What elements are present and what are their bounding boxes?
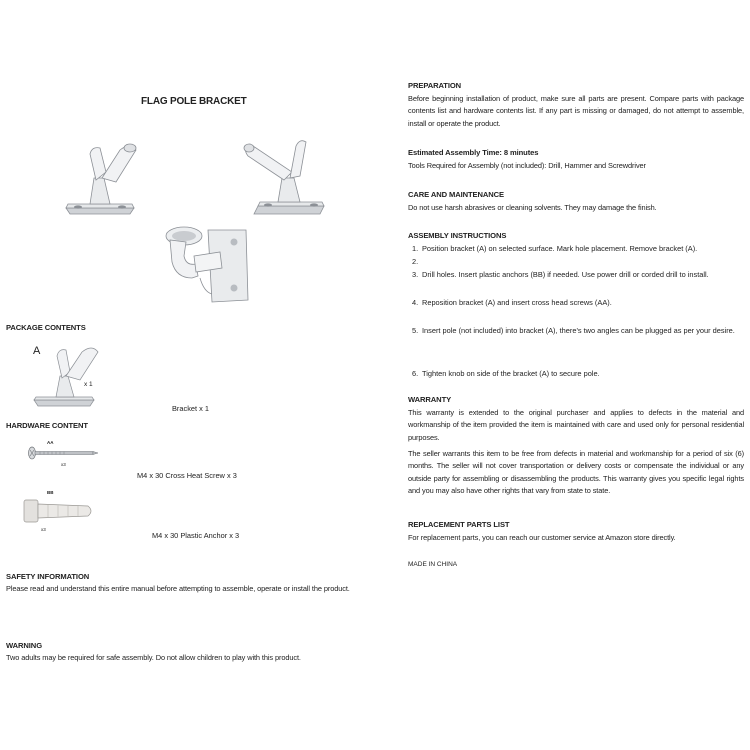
anchor-bottom-mark: x3 <box>41 527 46 532</box>
assembly-step <box>408 368 744 380</box>
safety-text: Please read and understand this entire manual before attempting to assemble, operate or install the product. <box>6 584 350 593</box>
assembly-step <box>408 297 744 309</box>
warning-heading: WARNING <box>6 641 43 650</box>
bracket-image-left <box>60 138 140 218</box>
warranty-heading: WARRANTY <box>408 395 452 404</box>
step-text: Tighten knob on side of the bracket (A) to secure pole. <box>422 369 600 378</box>
step-number: 5. <box>412 326 419 335</box>
step-text <box>422 256 744 268</box>
bracket-image-center <box>162 222 252 306</box>
bracket-item-label: Bracket x 1 <box>172 404 209 413</box>
assembly-step <box>408 325 744 337</box>
step-number: 4. <box>412 298 419 307</box>
step-number: 6. <box>412 369 419 378</box>
anchor-label: M4 x 30 Plastic Anchor x 3 <box>152 531 240 540</box>
estimated-time-heading: Estimated Assembly Time: 8 minutes <box>408 148 539 157</box>
warranty-text-2: The seller warrants this item to be free from defects in material and workmanship for a period of six (6) months. The seller will not cover transportation or delivery costs or compensate the individual or any outside party for assembling or disassembling the products. This warranty gives you specific legal rights and you may also have other rights that vary from state to state. <box>408 449 744 496</box>
document-title: FLAG POLE BRACKET <box>141 96 247 107</box>
package-bracket-image <box>30 342 106 410</box>
part-letter: A <box>33 345 41 357</box>
assembly-step <box>408 256 744 268</box>
made-in-label: MADE IN CHINA <box>408 561 458 568</box>
assembly-step <box>408 269 744 281</box>
hardware-content-heading: HARDWARE CONTENT <box>6 421 88 430</box>
replacement-text: For replacement parts, you can reach our customer service at Amazon store directly. <box>408 533 676 542</box>
safety-heading: SAFETY INFORMATION <box>6 572 90 581</box>
step-text: Drill holes. Insert plastic anchors (BB) if needed. Use power drill or corded drill to install. <box>422 270 709 279</box>
step-number: 1. <box>412 244 419 253</box>
bracket-image-right <box>240 136 330 218</box>
package-qty-mark: x 1 <box>84 381 93 388</box>
assembly-heading: ASSEMBLY INSTRUCTIONS <box>408 231 507 240</box>
step-number: 2. <box>412 257 419 266</box>
warning-text: Two adults may be required for safe assembly. Do not allow children to play with this product. <box>6 653 301 662</box>
screw-bottom-mark: x3 <box>61 462 66 467</box>
step-text: Insert pole (not included) into bracket (A), there's two angles can be plugged as per your desire. <box>422 326 735 335</box>
plastic-anchor-image <box>22 498 96 524</box>
preparation-text: Before beginning installation of product, make sure all parts are present. Compare parts with package contents list and hardware contents list. If any part is missing or damaged, do not attempt to assemble, install or operate the product. <box>408 94 744 128</box>
step-text: Reposition bracket (A) and insert cross head screws (AA). <box>422 298 612 307</box>
tools-required-text: Tools Required for Assembly (not included): Drill, Hammer and Screwdriver <box>408 161 646 170</box>
care-heading: CARE AND MAINTENANCE <box>408 190 505 199</box>
step-number: 3. <box>412 270 419 279</box>
step-text: Position bracket (A) on selected surface. Mark hole placement. Remove bracket (A). <box>422 244 698 253</box>
package-contents-heading: PACKAGE CONTENTS <box>6 323 86 332</box>
preparation-heading: PREPARATION <box>408 81 462 90</box>
screw-label: M4 x 30 Cross Heat Screw x 3 <box>137 471 237 480</box>
left-column <box>0 0 372 750</box>
screw-top-mark: AA <box>47 440 54 445</box>
screw-image <box>26 446 100 460</box>
right-column <box>400 0 745 750</box>
warranty-text-1: This warranty is extended to the original purchaser and applies to defects in the material and workmanship of the item provided the item is maintained with care and used only for personal residential purposes. <box>408 408 744 442</box>
replacement-heading: REPLACEMENT PARTS LIST <box>408 520 510 529</box>
assembly-step <box>408 243 744 255</box>
care-text: Do not use harsh abrasives or cleaning solvents. They may damage the finish. <box>408 203 657 212</box>
anchor-top-mark: BB <box>47 490 54 495</box>
